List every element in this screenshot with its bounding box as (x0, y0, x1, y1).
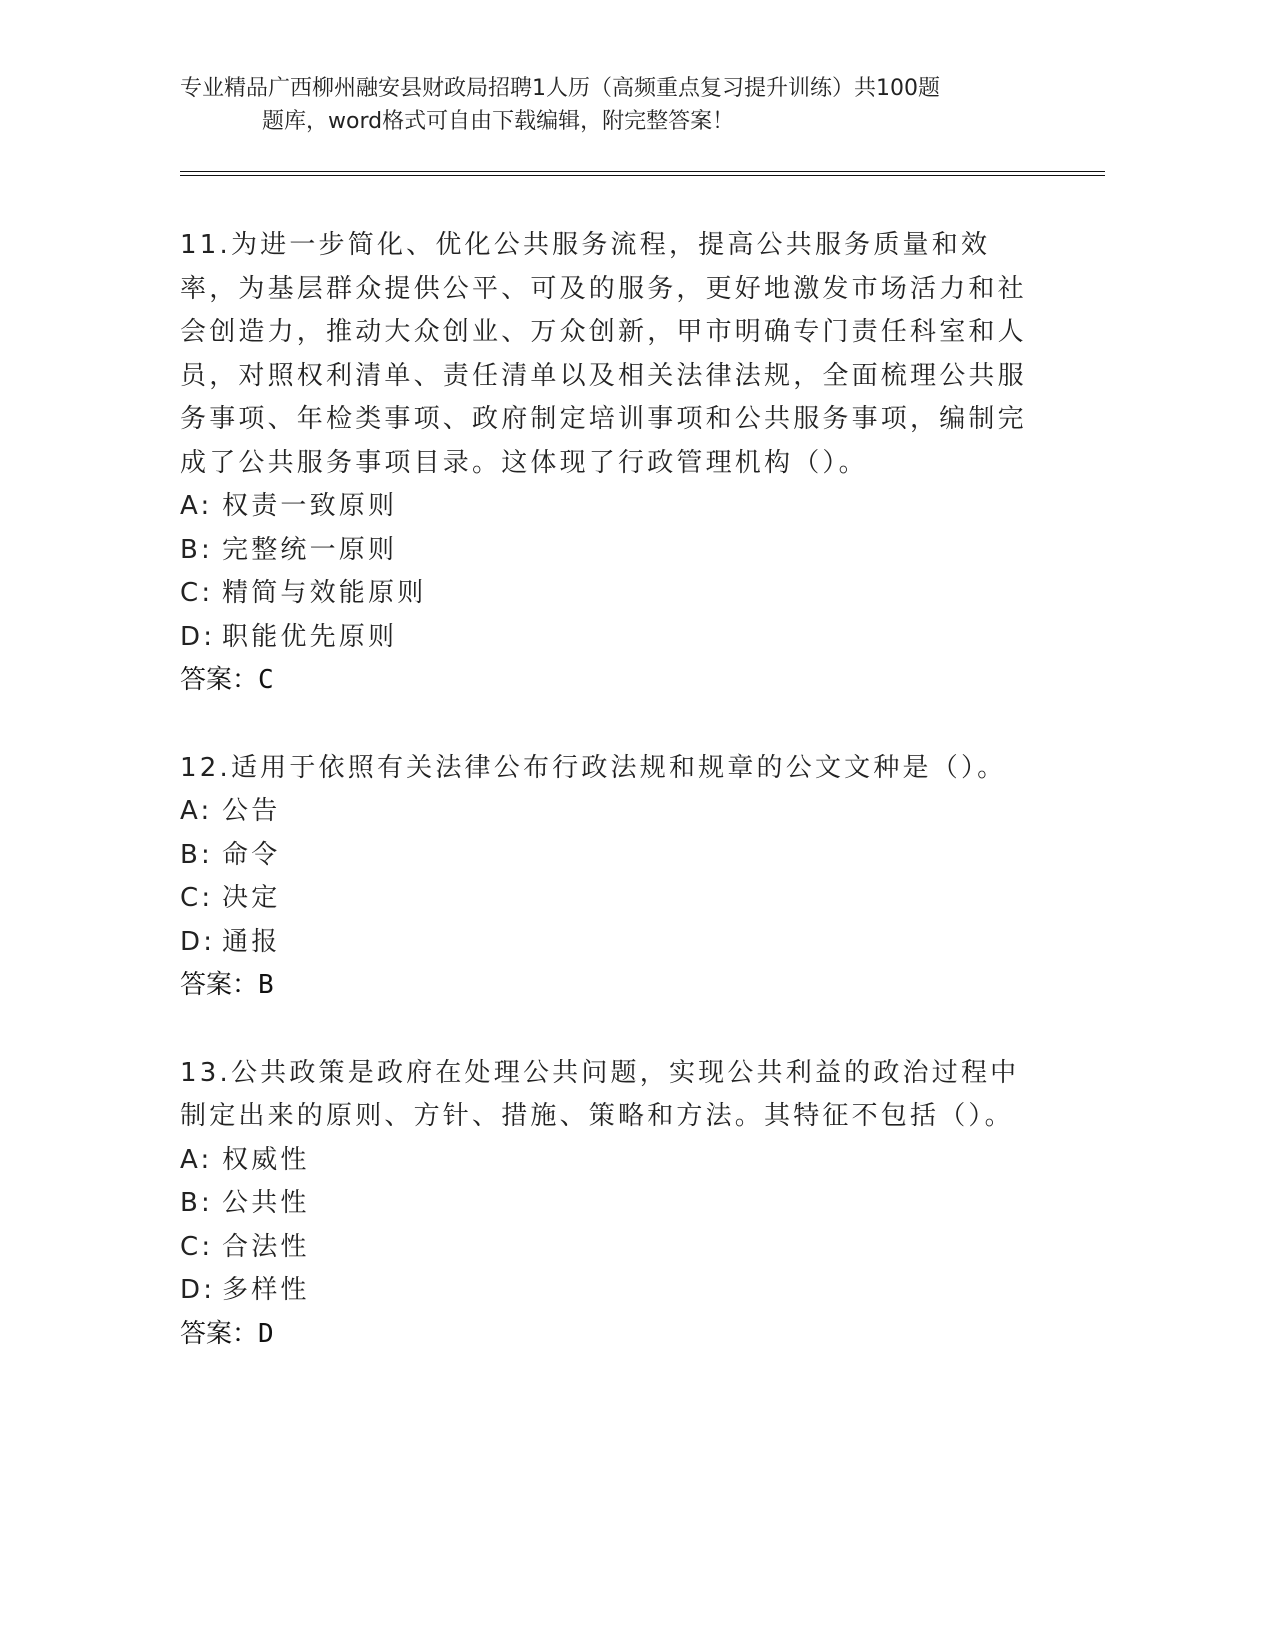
answer (180, 1313, 1040, 1357)
option-text: 公告 (222, 796, 281, 826)
answer-label: 答案： (180, 970, 259, 1000)
option-a (180, 1139, 1040, 1183)
option-label: D: (180, 926, 216, 957)
option-label: C: (180, 578, 214, 608)
answer-label: 答案： (180, 1318, 259, 1349)
option-text: 精简与效能原则 (222, 578, 427, 608)
option-label: A: (180, 1144, 213, 1175)
option-text: 命令 (222, 839, 281, 870)
answer-value: D (258, 1318, 274, 1349)
option-label: B: (180, 839, 213, 870)
option-label: C: (180, 883, 214, 913)
answer-value: C (258, 665, 274, 695)
option-text: 决定 (222, 883, 281, 913)
option-c (180, 1226, 1040, 1270)
question-11 (180, 224, 1040, 703)
option-label: A: (180, 796, 213, 826)
answer (180, 659, 1040, 703)
option-text: 多样性 (222, 1275, 310, 1305)
option-a (180, 790, 1040, 834)
option-label: C: (180, 1231, 214, 1262)
question-12 (180, 747, 1040, 1008)
option-text: 合法性 (222, 1231, 310, 1262)
question-text: 12.适用于依照有关法律公布行政法规和规章的公文文种是（）。 (180, 752, 1007, 783)
option-d (180, 921, 1040, 965)
option-a (180, 485, 1040, 529)
question-text: 13.公共政策是政府在处理公共问题，实现公共利益的政治过程中制定出来的原则、方针、措施、策略和方法。其特征不包括（）。 (180, 1057, 1020, 1131)
option-label: D: (180, 621, 216, 652)
option-c (180, 572, 1040, 616)
option-d (180, 616, 1040, 660)
answer (180, 964, 1040, 1008)
option-text: 完整统一原则 (222, 534, 398, 565)
option-d (180, 1269, 1040, 1313)
option-text: 职能优先原则 (222, 621, 398, 652)
question-13 (180, 1052, 1040, 1357)
option-label: B: (180, 534, 213, 565)
header-title-line-1: 专业精品广西柳州融安县财政局招聘1人历（高频重点复习提升训练）共100题 (180, 76, 940, 101)
option-b (180, 529, 1040, 573)
document-header (180, 72, 1080, 138)
answer-value: B (258, 970, 274, 1000)
option-label: D: (180, 1275, 216, 1305)
option-b (180, 834, 1040, 878)
question-list (180, 224, 1040, 1400)
option-text: 权威性 (222, 1144, 310, 1175)
option-text: 权责一致原则 (222, 491, 398, 521)
option-text: 公共性 (222, 1188, 310, 1218)
header-divider-bottom (180, 175, 1105, 176)
option-label: A: (180, 491, 213, 521)
option-c (180, 877, 1040, 921)
question-text: 11.为进一步简化、优化公共服务流程，提高公共服务质量和效率，为基层群众提供公平、可及的服务，更好地激发市场活力和社会创造力，推动大众创业、万众创新，甲市明确专门责任科室和人员，对照权利清单、责任清单以及相关法律法规，全面梳理公共服务事项、年检类事项、政府制定培训事项和公共服务事项，编制完成了公共服务事项目录。这体现了行政管理机构（）。 (180, 230, 1027, 478)
header-title-line-2: 题库，word格式可自由下载编辑，附完整答案！ (262, 109, 735, 134)
option-b (180, 1182, 1040, 1226)
option-label: B: (180, 1188, 213, 1218)
option-text: 通报 (222, 926, 281, 957)
answer-label: 答案： (180, 665, 259, 695)
header-divider-top (180, 171, 1105, 172)
